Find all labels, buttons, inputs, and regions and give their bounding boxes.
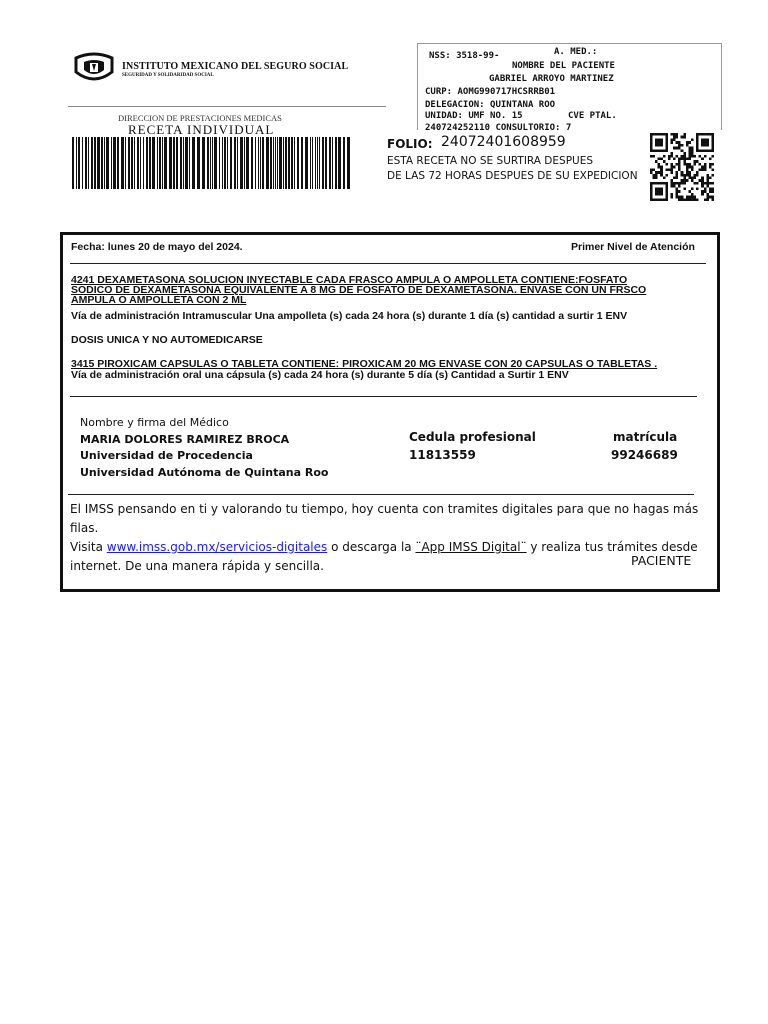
copy-label: PACIENTE	[631, 553, 692, 568]
cedula-value: 11813559	[409, 448, 476, 462]
medication-1	[71, 275, 711, 305]
curp: CURP: AOMG990717HCSRRB01	[425, 87, 556, 97]
promo-mid: o descarga la	[327, 540, 416, 554]
divider	[68, 494, 694, 495]
folio-number: 24072401608959	[441, 134, 566, 150]
prescription-date: Fecha: lunes 20 de mayo del 2024.	[71, 241, 243, 253]
expiry-notice-line1: ESTA RECETA NO SE SURTIRA DESPUES	[387, 155, 594, 167]
digital-services-promo	[70, 500, 710, 576]
promo-line2	[70, 538, 710, 557]
cedula-label: Cedula profesional	[409, 430, 536, 444]
medication-1-route: Vía de administración Intramuscular Una ampolleta (s) cada 24 hora (s) durante 1 día (s) cantidad a surtir 1 ENV	[71, 310, 628, 322]
doctor-info	[80, 415, 328, 481]
promo-end: y realiza tus trámites desde	[526, 540, 698, 554]
divider	[70, 263, 706, 264]
institution-tagline: SEGURIDAD Y SOLIDARIDAD SOCIAL	[122, 73, 214, 78]
matricula-label: matrícula	[613, 430, 678, 444]
folio-label: FOLIO:	[387, 137, 433, 151]
patient-info-box	[417, 43, 722, 130]
university-label: Universidad de Procedencia	[80, 449, 253, 462]
promo-line3: internet. De una manera rápida y sencilla.	[70, 559, 324, 573]
divider	[70, 396, 697, 397]
medication-1-line3: AMPULA O AMPOLLETA CON 2 ML	[71, 294, 247, 306]
medication-2-route: Vía de administración oral una cápsula (s) cada 24 hora (s) durante 5 día (s) Cantidad a Surtir 1 ENV	[71, 369, 569, 381]
header-divider	[68, 106, 386, 107]
matricula-value: 99246689	[611, 448, 678, 462]
doctor-name: MARIA DOLORES RAMIREZ BROCA	[80, 432, 290, 446]
qr-code-icon	[650, 133, 714, 201]
consultorio: 240724252110 CONSULTORIO: 7	[425, 123, 572, 130]
institution-name: INSTITUTO MEXICANO DEL SEGURO SOCIAL	[122, 61, 349, 72]
expiry-notice-line2: DE LAS 72 HORAS DESPUES DE SU EXPEDICION	[387, 170, 638, 182]
medication-1-line1: 4241 DEXAMETASONA SOLUCION INYECTABLE CADA FRASCO AMPULA O AMPOLLETA CONTIENE:FOSFATO	[71, 274, 628, 286]
barcode-icon	[72, 137, 350, 189]
dose-note: DOSIS UNICA Y NO AUTOMEDICARSE	[71, 334, 263, 346]
cve-ptal: CVE PTAL.	[568, 111, 617, 121]
promo-visit: Visita	[70, 540, 107, 554]
expiry-notice	[387, 154, 638, 184]
patient-name-label: NOMBRE DEL PACIENTE	[512, 61, 615, 71]
medication-1-line2: SODICO DE DEXAMETASONA EQUIVALENTE A 8 MG DE FOSFATO DE DEXAMETASONA. ENVASE CON UN FRSCO	[71, 284, 647, 296]
imss-digital-services-link[interactable]: www.imss.gob.mx/servicios-digitales	[106, 540, 328, 554]
app-imss-digital-link[interactable]: ¨App IMSS Digital¨	[415, 540, 527, 554]
care-level: Primer Nivel de Atención	[571, 241, 695, 253]
imss-logo-icon	[72, 52, 116, 86]
delegacion: DELEGACION: QUINTANA ROO	[425, 100, 556, 110]
unidad: UNIDAD: UMF NO. 15	[425, 111, 523, 121]
promo-line1: El IMSS pensando en ti y valorando tu tiempo, hoy cuenta con tramites digitales para que no hagas más filas.	[70, 502, 699, 535]
patient-name: GABRIEL ARROYO MARTINEZ	[489, 74, 614, 84]
medication-2: 3415 PIROXICAM CAPSULAS O TABLETA CONTIENE: PIROXICAM 20 MG ENVASE CON 20 CAPSULAS O TABLETAS .	[71, 358, 658, 370]
direction-label: DIRECCION DE PRESTACIONES MEDICAS	[118, 113, 282, 123]
doctor-signature-label: Nombre y firma del Médico	[80, 416, 229, 429]
a-med: A. MED.:	[554, 47, 598, 57]
university-name: Universidad Autónoma de Quintana Roo	[80, 465, 329, 479]
nss: NSS: 3518-99-	[429, 51, 500, 61]
document-title: RECETA INDIVIDUAL	[128, 122, 275, 137]
